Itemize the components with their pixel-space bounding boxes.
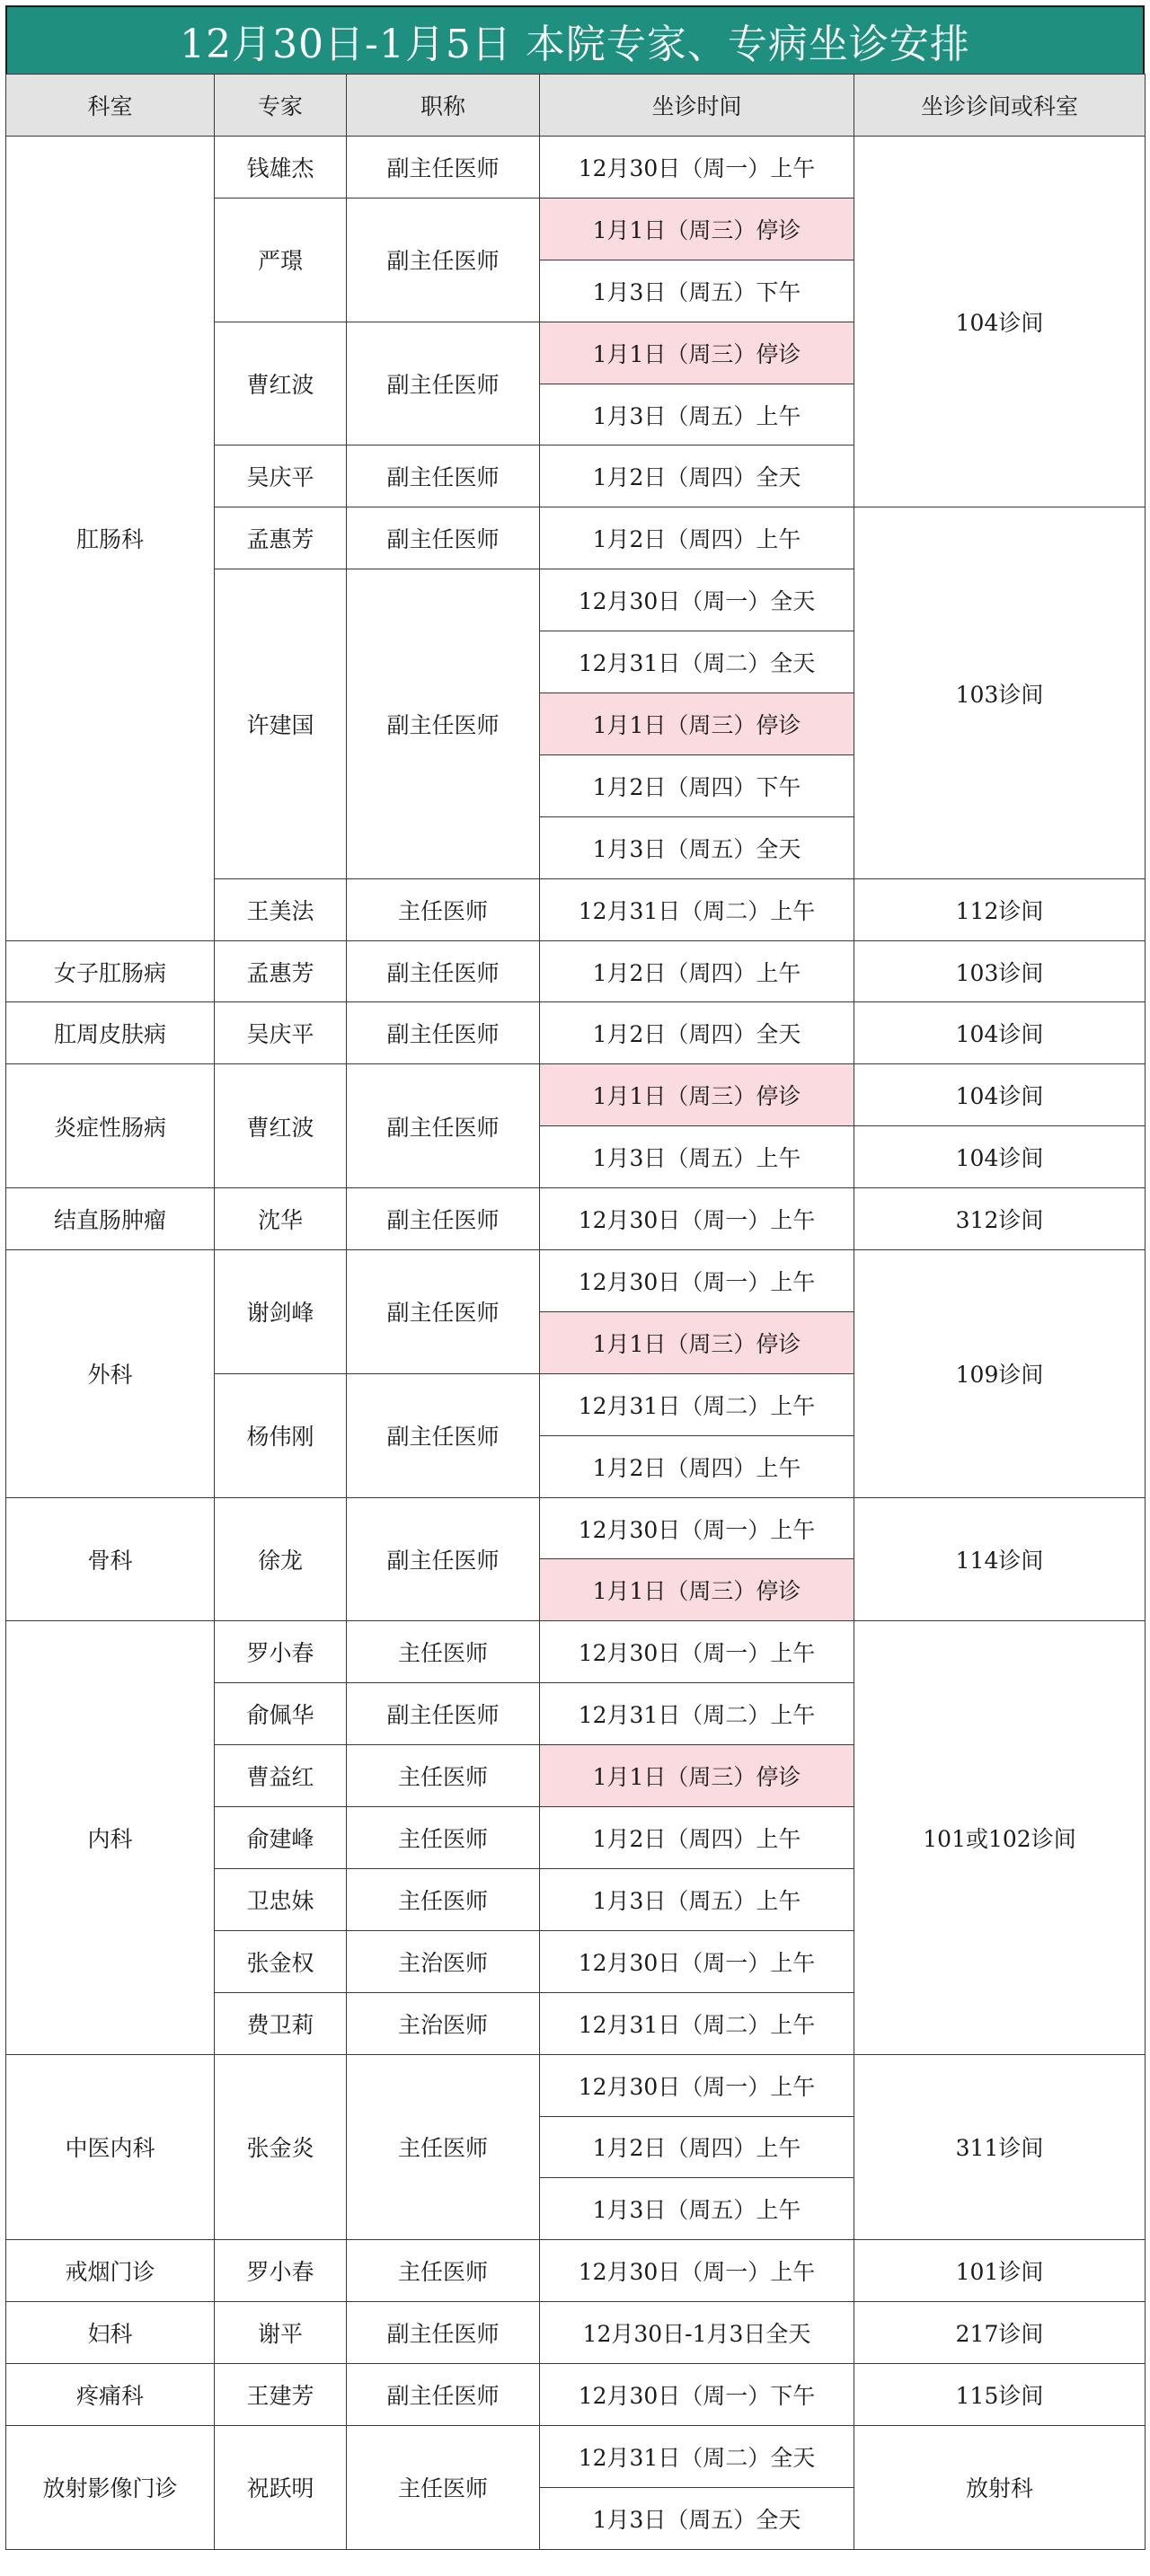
expert-name-cell: 谢平 [215,2302,347,2364]
table-row [6,1002,1146,1064]
department-cell: 疼痛科 [6,2364,215,2426]
time-cell: 1月2日（周四）上午 [540,2116,854,2178]
time-cell: 1月3日（周五）下午 [540,260,854,322]
expert-title-cell: 副主任医师 [347,446,540,507]
room-cell: 112诊间 [854,878,1146,940]
expert-name-cell: 卫忠妹 [215,1868,347,1930]
expert-name-cell: 张金权 [215,1930,347,1992]
table-row [6,1497,1146,1559]
table-row [6,1188,1146,1250]
suspended-time-cell: 1月1日（周三）停诊 [540,1745,854,1807]
expert-title-cell: 副主任医师 [347,507,540,569]
expert-title-cell: 副主任医师 [347,1250,540,1374]
department-cell: 放射影像门诊 [6,2425,215,2549]
expert-title-cell: 副主任医师 [347,1064,540,1188]
table-row [6,1621,1146,1683]
expert-name-cell: 孟惠芳 [215,507,347,569]
expert-title-cell: 副主任医师 [347,1188,540,1250]
expert-name-cell: 曹红波 [215,322,347,446]
time-cell: 12月31日（周二）上午 [540,1992,854,2054]
expert-name-cell: 祝跃明 [215,2425,347,2549]
room-cell: 104诊间 [854,1126,1146,1188]
room-cell: 101或102诊间 [854,1621,1146,2054]
table-row [6,2302,1146,2364]
expert-name-cell: 吴庆平 [215,446,347,507]
expert-title-cell: 副主任医师 [347,1497,540,1621]
time-cell: 12月30日（周一）上午 [540,1930,854,1992]
table-row [6,137,1146,198]
schedule-table [5,74,1146,2550]
expert-name-cell: 俞建峰 [215,1807,347,1869]
time-cell: 1月3日（周五）上午 [540,384,854,446]
table-row [6,2425,1146,2487]
suspended-time-cell: 1月1日（周三）停诊 [540,1559,854,1621]
table-row [6,940,1146,1002]
department-cell: 戒烟门诊 [6,2240,215,2302]
expert-name-cell: 王美法 [215,878,347,940]
header-department: 科室 [6,75,215,137]
expert-title-cell: 主任医师 [347,1807,540,1869]
time-cell: 12月30日-1月3日全天 [540,2302,854,2364]
department-cell: 外科 [6,1250,215,1498]
expert-name-cell: 俞佩华 [215,1683,347,1745]
suspended-time-cell: 1月1日（周三）停诊 [540,1311,854,1373]
expert-name-cell: 张金炎 [215,2054,347,2240]
room-cell: 103诊间 [854,940,1146,1002]
expert-title-cell: 主任医师 [347,1868,540,1930]
suspended-time-cell: 1月1日（周三）停诊 [540,693,854,755]
expert-title-cell: 副主任医师 [347,1002,540,1064]
time-cell: 1月2日（周四）上午 [540,1435,854,1497]
expert-title-cell: 副主任医师 [347,569,540,878]
time-cell: 12月30日（周一）上午 [540,1250,854,1312]
table-row [6,2054,1146,2116]
time-cell: 1月2日（周四）下午 [540,754,854,816]
time-cell: 1月2日（周四）上午 [540,1807,854,1869]
time-cell: 1月3日（周五）上午 [540,1868,854,1930]
room-cell: 104诊间 [854,1002,1146,1064]
time-cell: 12月31日（周二）上午 [540,1683,854,1745]
time-cell: 1月2日（周四）上午 [540,507,854,569]
expert-name-cell: 罗小春 [215,2240,347,2302]
expert-title-cell: 副主任医师 [347,1683,540,1745]
expert-title-cell: 主治医师 [347,1992,540,2054]
time-cell: 12月30日（周一）上午 [540,2054,854,2116]
expert-title-cell: 主任医师 [347,2240,540,2302]
time-cell: 12月30日（周一）上午 [540,1497,854,1559]
room-cell: 103诊间 [854,507,1146,878]
room-cell: 115诊间 [854,2364,1146,2426]
time-cell: 1月2日（周四）全天 [540,446,854,507]
expert-title-cell: 副主任医师 [347,198,540,322]
time-cell: 12月31日（周二）上午 [540,1373,854,1435]
time-cell: 12月30日（周一）下午 [540,2364,854,2426]
room-cell: 104诊间 [854,137,1146,507]
table-row [6,2240,1146,2302]
expert-name-cell: 杨伟刚 [215,1373,347,1497]
department-cell: 炎症性肠病 [6,1064,215,1188]
time-cell: 1月2日（周四）上午 [540,940,854,1002]
expert-name-cell: 孟惠芳 [215,940,347,1002]
time-cell: 12月30日（周一）上午 [540,1621,854,1683]
suspended-time-cell: 1月1日（周三）停诊 [540,322,854,384]
room-cell: 101诊间 [854,2240,1146,2302]
time-cell: 1月3日（周五）全天 [540,2487,854,2549]
expert-title-cell: 主治医师 [347,1930,540,1992]
department-cell: 内科 [6,1621,215,2054]
expert-title-cell: 主任医师 [347,1621,540,1683]
expert-name-cell: 严璟 [215,198,347,322]
room-cell: 109诊间 [854,1250,1146,1498]
table-row [6,2364,1146,2426]
expert-title-cell: 主任医师 [347,878,540,940]
room-cell: 104诊间 [854,1064,1146,1126]
department-cell: 女子肛肠病 [6,940,215,1002]
suspended-time-cell: 1月1日（周三）停诊 [540,198,854,260]
room-cell: 312诊间 [854,1188,1146,1250]
expert-name-cell: 曹红波 [215,1064,347,1188]
expert-name-cell: 沈华 [215,1188,347,1250]
time-cell: 12月30日（周一）上午 [540,137,854,198]
department-cell: 肛周皮肤病 [6,1002,215,1064]
expert-title-cell: 主任医师 [347,1745,540,1807]
expert-title-cell: 副主任医师 [347,2364,540,2426]
page-title: 12月30日-1月5日 本院专家、专病坐诊安排 [5,5,1145,74]
header-title: 职称 [347,75,540,137]
header-expert: 专家 [215,75,347,137]
time-cell: 12月30日（周一）全天 [540,569,854,631]
expert-name-cell: 徐龙 [215,1497,347,1621]
room-cell: 217诊间 [854,2302,1146,2364]
time-cell: 1月3日（周五）上午 [540,1126,854,1188]
time-cell: 1月3日（周五）上午 [540,2178,854,2240]
suspended-time-cell: 1月1日（周三）停诊 [540,1064,854,1126]
time-cell: 12月31日（周二）全天 [540,2425,854,2487]
expert-title-cell: 副主任医师 [347,322,540,446]
expert-title-cell: 副主任医师 [347,1373,540,1497]
time-cell: 1月2日（周四）全天 [540,1002,854,1064]
header-room: 坐诊诊间或科室 [854,75,1146,137]
table-row [6,1250,1146,1312]
expert-title-cell: 主任医师 [347,2054,540,2240]
room-cell: 311诊间 [854,2054,1146,2240]
expert-title-cell: 副主任医师 [347,137,540,198]
department-cell: 中医内科 [6,2054,215,2240]
expert-title-cell: 副主任医师 [347,940,540,1002]
time-cell: 12月31日（周二）全天 [540,631,854,693]
expert-name-cell: 王建芳 [215,2364,347,2426]
expert-title-cell: 主任医师 [347,2425,540,2549]
table-body [6,137,1146,2550]
header-time: 坐诊时间 [540,75,854,137]
expert-name-cell: 许建国 [215,569,347,878]
time-cell: 12月30日（周一）上午 [540,2240,854,2302]
room-cell: 放射科 [854,2425,1146,2549]
expert-name-cell: 吴庆平 [215,1002,347,1064]
department-cell: 肛肠科 [6,137,215,941]
table-row [6,1064,1146,1126]
time-cell: 12月31日（周二）上午 [540,878,854,940]
room-cell: 114诊间 [854,1497,1146,1621]
department-cell: 骨科 [6,1497,215,1621]
department-cell: 妇科 [6,2302,215,2364]
expert-name-cell: 费卫莉 [215,1992,347,2054]
table-header-row [6,75,1146,137]
time-cell: 12月30日（周一）上午 [540,1188,854,1250]
expert-name-cell: 曹益红 [215,1745,347,1807]
expert-name-cell: 罗小春 [215,1621,347,1683]
department-cell: 结直肠肿瘤 [6,1188,215,1250]
time-cell: 1月3日（周五）全天 [540,816,854,878]
expert-name-cell: 谢剑峰 [215,1250,347,1374]
expert-name-cell: 钱雄杰 [215,137,347,198]
expert-title-cell: 副主任医师 [347,2302,540,2364]
